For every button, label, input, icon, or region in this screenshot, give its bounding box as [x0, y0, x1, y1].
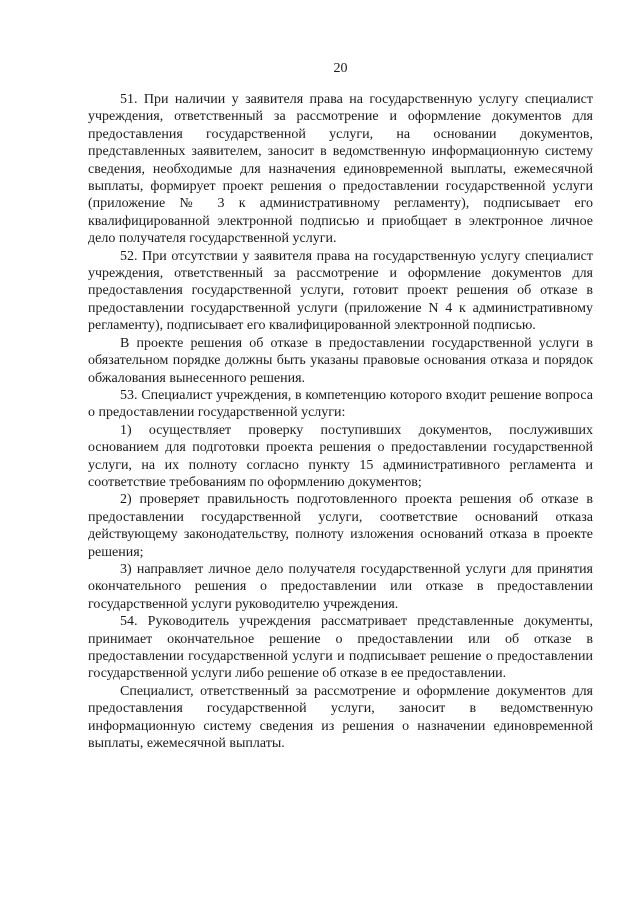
paragraph-52-refusal-grounds: В проекте решения об отказе в предоставлении государственной услуги в обязательном порядке должны быть указаны правовые основания отказа и порядок обжалования вынесенного решения.	[88, 335, 593, 386]
page-number: 20	[333, 61, 348, 76]
document-page	[88, 60, 593, 752]
paragraph-53-item-2: 2) проверяет правильность подготовленного проекта решения об отказе в предоставлении государственной услуги, соответствие оснований отказа действующему законодательству, полноту изложения оснований отказа в проекте решения;	[88, 492, 593, 560]
paragraph-54: 54. Руководитель учреждения рассматривает представленные документы, принимает окончательное решение о предоставлении или об отказе в предоставлении государственной услуги и подписывает решение о предоставлении государственной услуги либо решение об отказе в ее предоставлении.	[88, 614, 593, 682]
paragraph-53-item-1: 1) осуществляет проверку поступивших документов, послуживших основанием для подготовки проекта решения о предоставлении государственной услуги, на их полноту согласно пункту 15 административного регламента и соответствие требованиям по оформлению документов;	[88, 422, 593, 490]
paragraph-53: 53. Специалист учреждения, в компетенцию которого входит решение вопроса о предоставлении государственной услуги:	[88, 387, 593, 421]
paragraph-52: 52. При отсутствии у заявителя права на государственную услугу специалист учреждения, ответственный за рассмотрение и оформление документов для предоставления государственной услуги, готовит проект решения об отказе в предоставлении государственной услуги (приложение N 4 к административному регламенту), подписывает его квалифицированной электронной подписью.	[88, 248, 593, 334]
paragraph-54-specialist: Специалист, ответственный за рассмотрение и оформление документов для предоставления государственной услуги, заносит в ведомственную информационную систему сведения из решения о назначении единовременной выплаты, ежемесячной выплаты.	[88, 683, 593, 752]
paragraph-53-item-3: 3) направляет личное дело получателя государственной услуги для принятия окончательного решения о предоставлении или отказе в предоставлении государственной услуги руководителю учреждения.	[88, 561, 593, 612]
paragraph-51: 51. При наличии у заявителя права на государственную услугу специалист учреждения, ответственный за рассмотрение и оформление документов для предоставления государственной услуги, на основании документов, представленных заявителем, заносит в ведомственную информационную систему сведения, необходимые для назначения единовременной выплаты, ежемесячной выплаты, формирует проект решения о предоставлении государственной услуги (приложение № 3 к административному регламенту), подписывает его квалифицированной электронной подписью и приобщает в электронное личное дело получателя государственной услуги.	[88, 92, 593, 247]
